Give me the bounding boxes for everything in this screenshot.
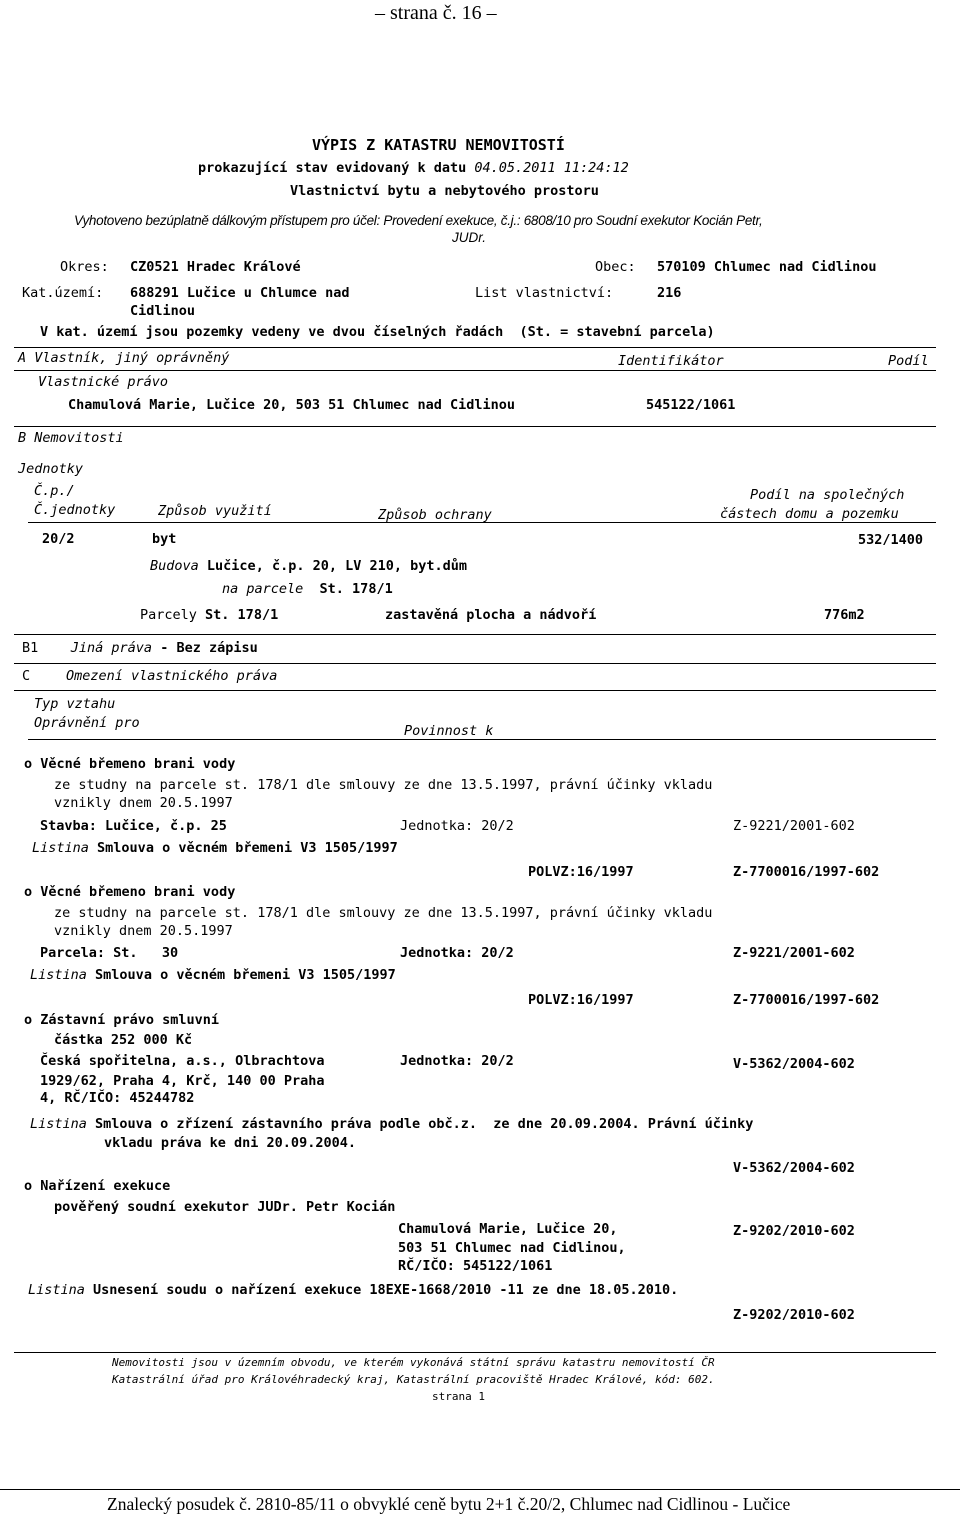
entry2-jednotka: Jednotka: 20/2 bbox=[400, 945, 514, 961]
entry3-title: o Zástavní právo smluvní bbox=[24, 1012, 220, 1028]
entry2-ref2: Z-7700016/1997-602 bbox=[733, 992, 880, 1008]
col-cp: Č.p./ bbox=[34, 483, 75, 499]
listina-label: Listina bbox=[32, 840, 89, 856]
purpose-line-2: JUDr. bbox=[452, 230, 486, 245]
col-identifikator: Identifikátor bbox=[618, 353, 724, 369]
entry1-title: o Věcné břemeno brani vody bbox=[24, 756, 236, 772]
c-typ: Typ vztahu bbox=[34, 696, 116, 712]
divider bbox=[0, 1489, 960, 1490]
entry2-parcela: Parcela: St. 30 bbox=[40, 945, 179, 961]
entry2-polvz: POLVZ:16/1997 bbox=[528, 992, 634, 1008]
subtitle bbox=[198, 160, 629, 176]
entry3-line3: 1929/62, Praha 4, Krč, 140 00 Praha bbox=[40, 1073, 325, 1089]
budova-label: Budova bbox=[150, 558, 199, 574]
entry4-ref2: Z-9202/2010-602 bbox=[733, 1307, 855, 1323]
entry4-party3: RČ/IČO: 545122/1061 bbox=[398, 1258, 553, 1274]
listina-label: Listina bbox=[30, 967, 87, 983]
entry3-jednotka: Jednotka: 20/2 bbox=[400, 1053, 514, 1069]
katuzemi-value-1: 688291 Lučice u Chlumce nad bbox=[130, 285, 350, 301]
entry2-ref1: Z-9221/2001-602 bbox=[733, 945, 855, 961]
c-opravneni: Oprávnění pro bbox=[34, 715, 140, 731]
okres-label: Okres: bbox=[60, 259, 109, 275]
entry3-ref1: V-5362/2004-602 bbox=[733, 1056, 855, 1072]
entry3-line2: Česká spořitelna, a.s., Olbrachtova bbox=[40, 1053, 325, 1069]
owner-id: 545122/1061 bbox=[646, 397, 736, 413]
entry3-ref2: V-5362/2004-602 bbox=[733, 1160, 855, 1176]
section-a-heading: A Vlastník, jiný oprávněný bbox=[18, 350, 230, 366]
parcel-note: V kat. území jsou pozemky vedeny ve dvou číselných řadách (St. = stavební parcela) bbox=[40, 324, 715, 340]
entry3-line4: 4, RČ/IČO: 45244782 bbox=[40, 1090, 195, 1106]
parcely-line bbox=[140, 607, 278, 623]
section-b-heading: B Nemovitosti bbox=[18, 430, 124, 446]
subtitle-prefix: prokazující stav evidovaný k datu bbox=[198, 160, 467, 176]
naparcele-line bbox=[222, 581, 393, 597]
parcely-area: 776m2 bbox=[824, 607, 865, 623]
col-zpusob-ochrany: Způsob ochrany bbox=[378, 507, 492, 523]
b1-value: - Bez zápisu bbox=[160, 640, 258, 656]
b1-text: Jiná práva bbox=[70, 640, 153, 656]
entry4-party2: 503 51 Chlumec nad Cidlinou, bbox=[398, 1240, 626, 1256]
lv-value: 216 bbox=[657, 285, 682, 301]
c-povinnost: Povinnost k bbox=[404, 723, 494, 739]
lv-label: List vlastnictví: bbox=[475, 285, 614, 301]
budova-line bbox=[150, 558, 467, 574]
footer-line-1: Nemovitosti jsou v územním obvodu, ve kterém vykonává státní správu katastru nemovitostí ČR bbox=[112, 1356, 715, 1369]
footer-page: strana 1 bbox=[432, 1390, 485, 1403]
b1-line bbox=[22, 640, 258, 656]
divider bbox=[28, 522, 936, 523]
katuzemi-value-2: Cidlinou bbox=[130, 303, 196, 319]
col-podil: Podíl bbox=[888, 353, 929, 369]
entry1-line1: ze studny na parcele st. 178/1 dle smlouvy ze dne 13.5.1997, právní účinky vkladu bbox=[54, 777, 713, 793]
entry1-jednotka: Jednotka: 20/2 bbox=[400, 818, 514, 834]
listina-text: Smlouva o věcném břemeni V3 1505/1997 bbox=[97, 840, 398, 856]
entry4-listina bbox=[28, 1282, 678, 1298]
subtitle-ownership: Vlastnictví bytu a nebytového prostoru bbox=[290, 183, 599, 199]
entry2-listina bbox=[30, 967, 396, 983]
divider bbox=[14, 1352, 936, 1353]
unit-use: byt bbox=[152, 531, 177, 547]
listina-label: Listina bbox=[28, 1282, 85, 1298]
c-label: C bbox=[22, 668, 31, 684]
entry3-listina2: vkladu práva ke dni 20.09.2004. bbox=[104, 1135, 356, 1151]
entry1-ref2: Z-7700016/1997-602 bbox=[733, 864, 880, 880]
naparcele-label: na parcele bbox=[222, 581, 304, 597]
report-footer: Znalecký posudek č. 2810-85/11 o obvyklé ceně bytu 2+1 č.20/2, Chlumec nad Cidlinou - Lučice bbox=[107, 1494, 791, 1514]
katuzemi-label: Kat.území: bbox=[22, 285, 104, 301]
entry3-line1: částka 252 000 Kč bbox=[54, 1032, 193, 1048]
col-zpusob-vyuziti: Způsob využití bbox=[158, 503, 272, 519]
entry2-line2: vznikly dnem 20.5.1997 bbox=[54, 923, 233, 939]
unit-number: 20/2 bbox=[42, 531, 75, 547]
section-a-sub: Vlastnické právo bbox=[38, 374, 169, 390]
budova-value: Lučice, č.p. 20, LV 210, byt.dům bbox=[206, 558, 468, 574]
document-title: VÝPIS Z KATASTRU NEMOVITOSTÍ bbox=[312, 136, 565, 154]
listina-text: Smlouva o zřízení zástavního práva podle obč.z. ze dne 20.09.2004. Právní účinky bbox=[95, 1116, 754, 1132]
entry1-polvz: POLVZ:16/1997 bbox=[528, 864, 634, 880]
entry1-listina bbox=[32, 840, 398, 856]
obec-label: Obec: bbox=[595, 259, 636, 275]
unit-share: 532/1400 bbox=[858, 532, 924, 548]
entry4-title: o Nařízení exekuce bbox=[24, 1178, 171, 1194]
entry2-title: o Věcné břemeno brani vody bbox=[24, 884, 236, 900]
jednotky-label: Jednotky bbox=[18, 461, 84, 477]
naparcele-value: St. 178/1 bbox=[319, 581, 393, 597]
divider bbox=[14, 663, 936, 664]
listina-label: Listina bbox=[30, 1116, 87, 1132]
c-heading: Omezení vlastnického práva bbox=[66, 668, 278, 684]
entry4-party1: Chamulová Marie, Lučice 20, bbox=[398, 1221, 618, 1237]
entry4-line1: pověřený soudní exekutor JUDr. Petr Kocián bbox=[54, 1199, 396, 1215]
divider bbox=[14, 690, 936, 691]
purpose-line-1: Vyhotoveno bezúplatně dálkovým přístupem pro účel: Provedení exekuce, č.j.: 6808/10 pro Soudní exekutor Kocián Petr, bbox=[74, 213, 763, 228]
subtitle-date: 04.05.2011 11:24:12 bbox=[474, 160, 629, 176]
divider bbox=[14, 426, 936, 427]
parcely-type: zastavěná plocha a nádvoří bbox=[385, 607, 597, 623]
listina-text: Smlouva o věcném břemeni V3 1505/1997 bbox=[95, 967, 396, 983]
listina-text: Usnesení soudu o nařízení exekuce 18EXE-1668/2010 -11 ze dne 18.05.2010. bbox=[93, 1282, 679, 1298]
col-cj: Č.jednotky bbox=[34, 502, 116, 518]
page-number-header: – strana č. 16 – bbox=[375, 2, 497, 24]
entry4-ref1: Z-9202/2010-602 bbox=[733, 1223, 855, 1239]
b1-label: B1 bbox=[22, 640, 39, 656]
col-podil-1: Podíl na společných bbox=[750, 487, 905, 503]
parcely-label: Parcely bbox=[140, 607, 197, 623]
divider bbox=[14, 347, 936, 348]
okres-value: CZ0521 Hradec Králové bbox=[130, 259, 301, 275]
entry1-stavba: Stavba: Lučice, č.p. 25 bbox=[40, 818, 227, 834]
footer-line-2: Katastrální úřad pro Královéhradecký kraj, Katastrální pracoviště Hradec Králové, kód: 602. bbox=[112, 1373, 715, 1386]
divider bbox=[14, 370, 936, 371]
entry1-line2: vznikly dnem 20.5.1997 bbox=[54, 795, 233, 811]
entry2-line1: ze studny na parcele st. 178/1 dle smlouvy ze dne 13.5.1997, právní účinky vkladu bbox=[54, 905, 713, 921]
divider bbox=[28, 739, 936, 740]
parcely-value: St. 178/1 bbox=[205, 607, 279, 623]
obec-value: 570109 Chlumec nad Cidlinou bbox=[657, 259, 877, 275]
entry1-ref1: Z-9221/2001-602 bbox=[733, 818, 855, 834]
entry3-listina bbox=[30, 1116, 753, 1132]
col-podil-2: částech domu a pozemku bbox=[720, 506, 899, 522]
owner-name: Chamulová Marie, Lučice 20, 503 51 Chlumec nad Cidlinou bbox=[68, 397, 516, 413]
divider bbox=[14, 634, 936, 635]
